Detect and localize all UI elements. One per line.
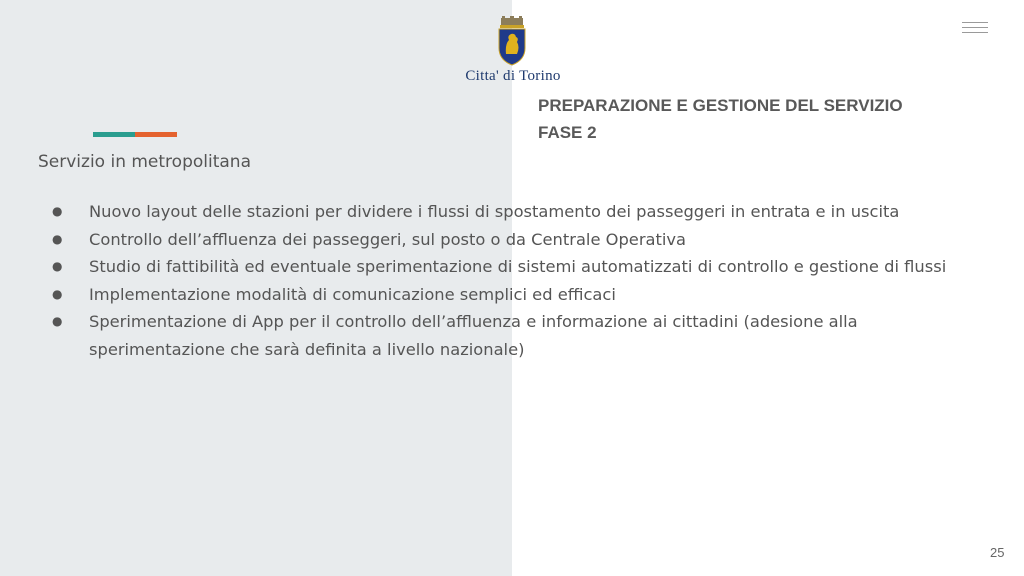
bullet-dot-icon: ● (52, 231, 63, 246)
bullet-dot-icon: ● (52, 259, 63, 273)
accent-bar-orange (135, 132, 177, 137)
bullet-text: Sperimentazione di App per il controllo dell’affluenza e informazione ai cittadini (adesione alla sperimentazione che sarà definita a livello nazionale) (89, 312, 858, 359)
bullet-text: Implementazione modalità di comunicazione semplici ed efficaci (89, 284, 616, 304)
hamburger-menu-icon[interactable] (962, 22, 988, 34)
bullet-text: Controllo dell’affluenza dei passeggeri, sul posto o da Centrale Operativa (89, 229, 687, 249)
bullet-dot-icon: ● (52, 314, 63, 328)
bullet-item (48, 226, 958, 254)
bullet-dot-icon: ● (52, 204, 63, 218)
torino-crest-icon (496, 16, 528, 66)
bullet-text: Studio di fattibilità ed eventuale sperimentazione di sistemi automatizzati di controllo e gestione di flussi (89, 257, 947, 276)
bullet-text: Nuovo layout delle stazioni per dividere i flussi di spostamento dei passeggeri in entrata e in uscita (89, 202, 900, 221)
bullet-dot-icon: ● (52, 286, 63, 301)
accent-bar-teal (93, 132, 135, 137)
slide-title-line-1: PREPARAZIONE E GESTIONE DEL SERVIZIO (538, 96, 903, 115)
citta-di-torino-logo (448, 16, 578, 88)
slide-title-line-2: FASE 2 (538, 123, 597, 142)
bullet-item (48, 281, 958, 309)
bullet-item (48, 308, 958, 363)
bullet-list (48, 198, 958, 363)
page-number: 25 (990, 545, 1005, 560)
slide-subtitle: Servizio in metropolitana (38, 152, 251, 172)
bullet-item (48, 253, 958, 281)
accent-bar (93, 132, 177, 137)
slide-title (538, 92, 1008, 146)
bullet-item (48, 198, 958, 226)
logo-text: Citta' di Torino (465, 68, 561, 84)
